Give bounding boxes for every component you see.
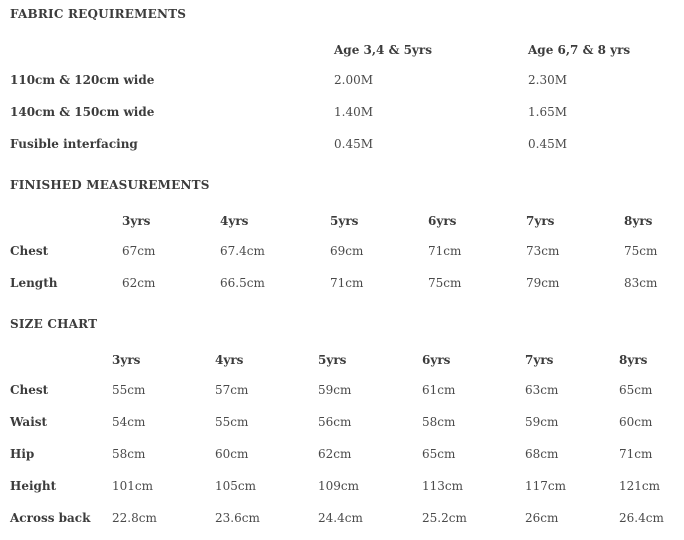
finished-cell: 75cm <box>624 244 658 258</box>
size-cell: 57cm <box>215 383 249 397</box>
size-cell: 26.4cm <box>619 511 664 525</box>
finished-cell: 67.4cm <box>220 244 265 258</box>
finished-cell: 62cm <box>122 276 156 290</box>
size-cell: 25.2cm <box>422 511 467 525</box>
size-row-label: Chest <box>10 383 49 397</box>
size-column-header: 7yrs <box>525 353 554 367</box>
size-column-header: 5yrs <box>318 353 347 367</box>
fabric-cell: 2.00M <box>334 73 374 87</box>
finished-cell: 79cm <box>526 276 560 290</box>
size-cell: 113cm <box>422 479 464 493</box>
size-cell: 65cm <box>422 447 456 461</box>
fabric-cell: 1.65M <box>528 105 568 119</box>
size-cell: 59cm <box>525 415 559 429</box>
finished-cell: 67cm <box>122 244 156 258</box>
size-cell: 117cm <box>525 479 567 493</box>
size-cell: 60cm <box>619 415 653 429</box>
fabric-row-label: 140cm & 150cm wide <box>10 105 155 119</box>
finished-column-header: 7yrs <box>526 214 555 228</box>
size-cell: 55cm <box>215 415 249 429</box>
size-cell: 54cm <box>112 415 146 429</box>
finished-row-label: Chest <box>10 244 49 258</box>
size-chart-title: SIZE CHART <box>10 317 98 331</box>
size-cell: 109cm <box>318 479 360 493</box>
finished-column-header: 6yrs <box>428 214 457 228</box>
finished-cell: 83cm <box>624 276 658 290</box>
finished-cell: 71cm <box>330 276 364 290</box>
fabric-column-header: Age 6,7 & 8 yrs <box>528 43 631 57</box>
finished-cell: 66.5cm <box>220 276 265 290</box>
size-cell: 22.8cm <box>112 511 157 525</box>
size-row-label: Across back <box>10 511 91 525</box>
size-cell: 105cm <box>215 479 257 493</box>
size-cell: 65cm <box>619 383 653 397</box>
finished-cell: 69cm <box>330 244 364 258</box>
size-row-label: Height <box>10 479 57 493</box>
fabric-cell: 0.45M <box>334 137 374 151</box>
size-column-header: 3yrs <box>112 353 141 367</box>
size-cell: 60cm <box>215 447 249 461</box>
size-cell: 68cm <box>525 447 559 461</box>
finished-column-header: 5yrs <box>330 214 359 228</box>
size-cell: 23.6cm <box>215 511 260 525</box>
size-cell: 59cm <box>318 383 352 397</box>
size-row-label: Hip <box>10 447 35 461</box>
size-cell: 58cm <box>112 447 146 461</box>
fabric-requirements-title: FABRIC REQUIREMENTS <box>10 7 187 21</box>
size-cell: 71cm <box>619 447 653 461</box>
size-cell: 56cm <box>318 415 352 429</box>
size-cell: 101cm <box>112 479 154 493</box>
finished-column-header: 4yrs <box>220 214 249 228</box>
finished-cell: 75cm <box>428 276 462 290</box>
size-cell: 58cm <box>422 415 456 429</box>
size-column-header: 4yrs <box>215 353 244 367</box>
finished-cell: 73cm <box>526 244 560 258</box>
size-row-label: Waist <box>10 415 48 429</box>
finished-column-header: 3yrs <box>122 214 151 228</box>
finished-cell: 71cm <box>428 244 462 258</box>
fabric-cell: 1.40M <box>334 105 374 119</box>
finished-measurements-title: FINISHED MEASUREMENTS <box>10 178 210 192</box>
size-cell: 55cm <box>112 383 146 397</box>
size-cell: 63cm <box>525 383 559 397</box>
fabric-row-label: 110cm & 120cm wide <box>10 73 155 87</box>
size-cell: 121cm <box>619 479 661 493</box>
size-cell: 62cm <box>318 447 352 461</box>
size-cell: 26cm <box>525 511 559 525</box>
finished-column-header: 8yrs <box>624 214 653 228</box>
finished-row-label: Length <box>10 276 58 290</box>
fabric-cell: 2.30M <box>528 73 568 87</box>
size-cell: 61cm <box>422 383 456 397</box>
size-column-header: 8yrs <box>619 353 648 367</box>
size-cell: 24.4cm <box>318 511 363 525</box>
size-column-header: 6yrs <box>422 353 451 367</box>
fabric-row-label: Fusible interfacing <box>10 137 138 151</box>
fabric-column-header: Age 3,4 & 5yrs <box>334 43 432 57</box>
fabric-cell: 0.45M <box>528 137 568 151</box>
